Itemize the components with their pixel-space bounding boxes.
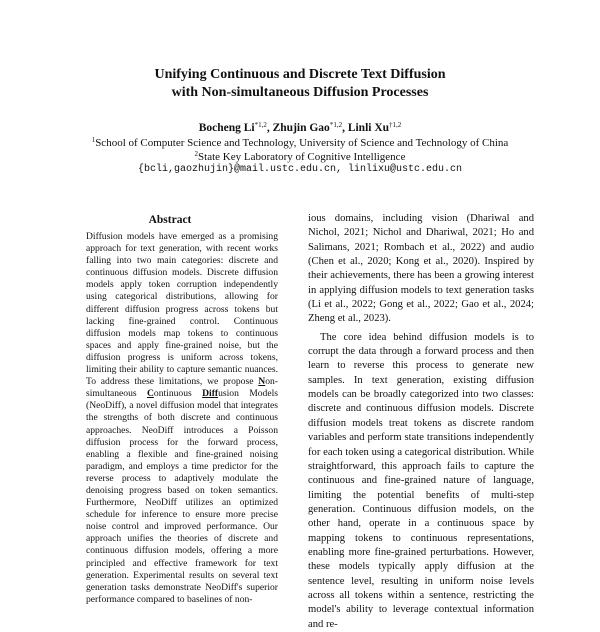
paper-title (0, 66, 600, 102)
title-line-2: with Non-simultaneous Diffusion Processes (171, 85, 429, 100)
affiliation-mark: 1 (91, 136, 96, 144)
acronym-c: C (146, 388, 154, 400)
author-name: Bocheng Li (198, 122, 255, 134)
abstract-text-2: Models (NeoDiff), a novel diffusion model that integrates the strengths of both discrete and continuous approaches. NeoDiff introduces a Poisson diffusion process for the forward process, enabling a flexible and fine-grained noising paradigm, and employs a time predictor for the reverse process to adaptively modulate the denoising progress based on token semantics. Furthermore, NeoDiff utilizes an optimized schedule for inference to ensure more precise noise control and improved performance. Our approach unifies the theories of discrete and continuous diffusion models, offering a more principled and effective framework for text generation. Experimental results on several text generation tasks demonstrate NeoDiff's superior performance compared to baselines of non- (86, 388, 278, 605)
author-marks: *1,2 (329, 121, 343, 129)
title-line-1: Unifying Continuous and Discrete Text Diffusion (154, 67, 446, 82)
author-emails: {bcli,gaozhujin}@mail.ustc.edu.cn, linlixu@ustc.edu.cn (137, 164, 463, 175)
abstract-body (86, 231, 278, 606)
acronym-n-rest: on-simultaneous (86, 376, 278, 400)
intro-paragraph-1: ious domains, including vision (Dhariwal and Nichol, 2021; Nichol and Dhariwal, 2021; Ho and Salimans, 2021; Rombach et al., 2022) and audio (Chen et al., 2020; Kong et al., 2020). Inspired by their achievements, there has been a growing interest in applying diffusion models to text generation tasks (Li et al., 2022; Gong et al., 2022; Gao et al., 2024; Zheng et al., 2023). (308, 213, 534, 325)
abstract-text-1: Diffusion models have emerged as a promising approach for text generation, with recent works falling into two main categories: discrete and continuous diffusion models. Discrete diffusion models apply token corruption independently using categorical distributions, allowing for different diffusion progress across tokens but lacking fine-grained control. Continuous diffusion models map tokens to continuous spaces and apply fine-grained noise, but the diffusion progress is uniform across tokens, limiting their ability to capture semantic nuances. To address these limitations, we propose (86, 231, 278, 388)
intro-paragraph-2: The core idea behind diffusion models is to corrupt the data through a forward process and then learn to reverse this process to generate new samples. In text generation, existing diffusion models can be broadly categorized into two classes: discrete and continuous diffusion models. Discrete diffusion models treat tokens as discrete random variables and perform state transitions independently for each token using a categorical distribution. While straightforward, this approach fails to capture the continuous and fine-grained nature of language, limiting the potential benefits of multi-step generation. Continuous diffusion models, on the other hand, operate in a continuous space by mapping tokens to continuous representations, enabling more fine-grained perturbations. However, these models typically apply diffusion at the sentence level, resulting in uniform noise levels across all tokens within a sentence, restricting the model's ability to leverage contextual information and re- (308, 331, 534, 630)
introduction-column (308, 212, 534, 632)
affiliation-text: School of Computer Science and Technology, University of Science and Technology of China (95, 137, 509, 149)
author-name: Linli Xu (347, 122, 390, 134)
acronym-diff-rest: usion (218, 388, 239, 400)
acronym-diff: Diff (202, 388, 219, 400)
author-marks: *1,2 (254, 121, 267, 129)
author-name: Zhujin Gao (272, 122, 330, 134)
affiliation-text: State Key Laboratory of Cognitive Intelligence (198, 151, 406, 163)
author-list: Bocheng Li$^{*1,2}$, Zhujin Gao$^{*1,2}$, Linli Xu$^{\dagger 1,2}$ (198, 121, 402, 134)
abstract-heading: Abstract (148, 214, 192, 226)
affiliation-mark: 2 (194, 150, 199, 158)
acronym-n: N (258, 376, 266, 388)
author-marks: †1,2 (389, 121, 402, 129)
acronym-c-rest: ontinuous (153, 388, 203, 400)
affiliation-2 (0, 150, 600, 164)
affiliation-1 (0, 136, 600, 150)
